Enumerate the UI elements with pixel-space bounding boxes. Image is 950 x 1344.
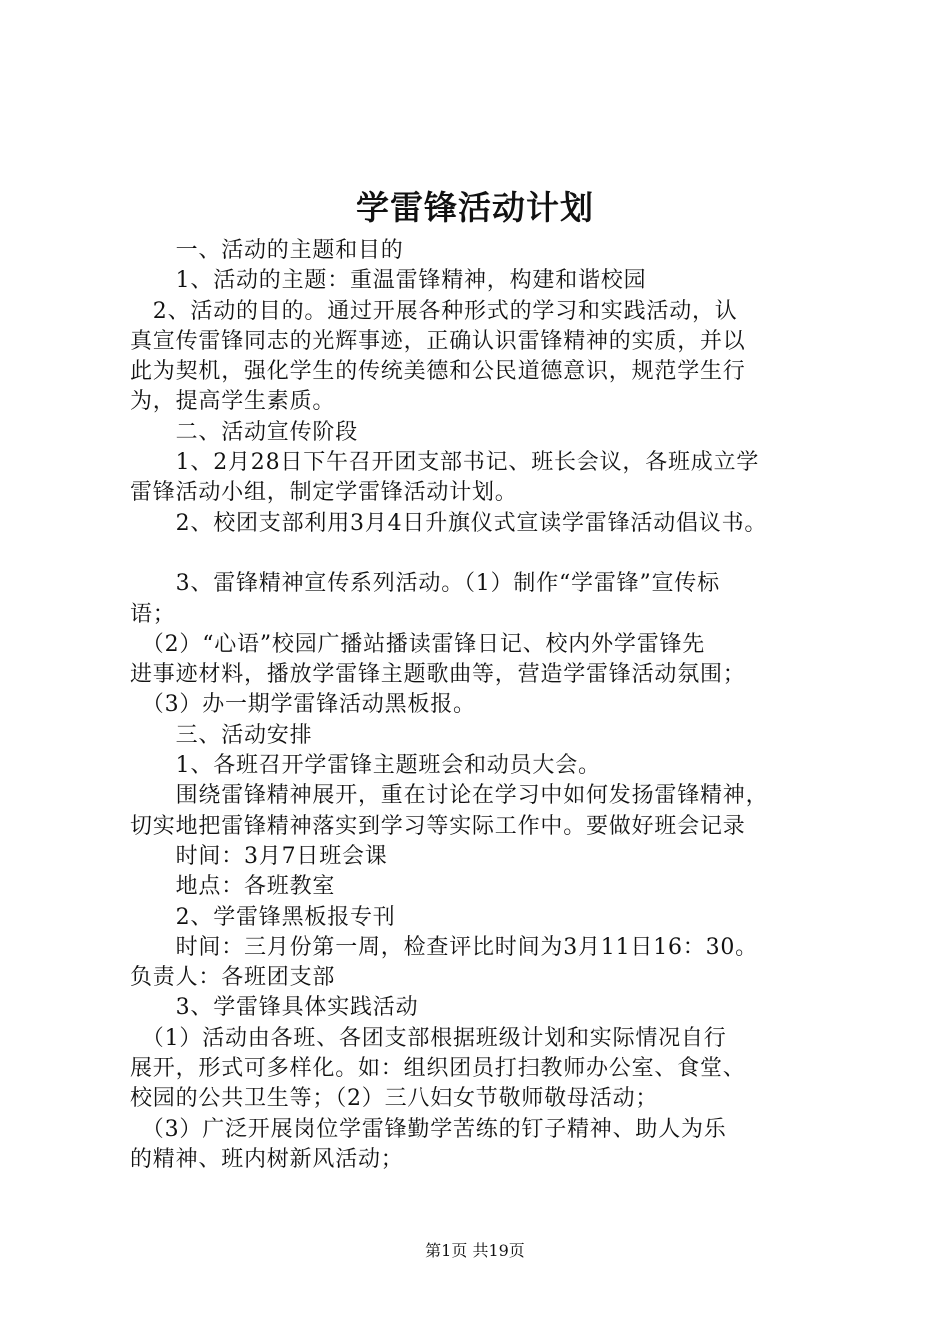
text-line: 1、活动的主题：重温雷锋精神，构建和谐校园 (130, 268, 647, 294)
text-line: 的精神、班内树新风活动； (130, 1146, 404, 1172)
text-line: 地点：各班教室 (130, 874, 336, 900)
text-line: 此为契机，强化学生的传统美德和公民道德意识，规范学生行 (130, 359, 746, 385)
text-line: （3）广泛开展岗位学雷锋勤学苦练的钉子精神、助人为乐 (130, 1116, 727, 1142)
text-line: 真宣传雷锋同志的光辉事迹，正确认识雷锋精神的实质，并以 (130, 328, 746, 354)
text-line: 3、学雷锋具体实践活动 (130, 995, 419, 1021)
text-line: 一、活动的主题和目的 (130, 238, 404, 263)
text-line: （2）“心语”校园广播站播读雷锋日记、校内外学雷锋先 (130, 631, 706, 657)
text-line: 1、2月28日下午召开团支部书记、班长会议，各班成立学 (130, 450, 760, 476)
text-line: 2、校团支部利用3月4日升旗仪式宣读学雷锋活动倡议书。 (130, 510, 768, 536)
text-line: 3、雷锋精神宣传系列活动。（1）制作“学雷锋”宣传标 (130, 571, 720, 597)
text-line: 三、活动安排 (130, 722, 313, 748)
text-line: 2、活动的目的。通过开展各种形式的学习和实践活动，认 (130, 298, 738, 324)
text-line: 切实地把雷锋精神落实到学习等实际工作中。要做好班会记录 (130, 813, 746, 839)
text-line: 展开，形式可多样化。如：组织团员打扫教师办公室、食堂、 (130, 1056, 746, 1082)
text-line: 语； (130, 601, 176, 627)
document-body (130, 236, 850, 1175)
text-line: 围绕雷锋精神展开，重在讨论在学习中如何发扬雷锋精神， (130, 783, 769, 809)
text-line: 2、学雷锋黑板报专刊 (130, 904, 396, 930)
text-line: 负责人：各班团支部 (130, 965, 336, 991)
text-line: 校园的公共卫生等；（2）三八妇女节敬师敬母活动； (130, 1086, 659, 1112)
text-line: 时间：3月7日班会课 (130, 843, 388, 869)
text-line: （1）活动由各班、各团支部根据班级计划和实际情况自行 (130, 1025, 727, 1051)
text-line: 时间：三月份第一周，检查评比时间为3月11日16：30。 (130, 934, 758, 960)
text-line: （3）办一期学雷锋活动黑板报。 (130, 692, 476, 718)
page-footer: 第1页 共19页 (425, 1241, 525, 1260)
text-line: 雷锋活动小组，制定学雷锋活动计划。 (130, 480, 518, 506)
text-line: 为，提高学生素质。 (130, 389, 336, 415)
text-line: 进事迹材料，播放学雷锋主题歌曲等，营造学雷锋活动氛围； (130, 662, 746, 688)
text-line: 二、活动宣传阶段 (130, 419, 359, 445)
blank-line (130, 539, 850, 569)
document-title: 学雷锋活动计划 (356, 188, 594, 227)
text-line: 1、各班召开学雷锋主题班会和动员大会。 (130, 753, 601, 779)
